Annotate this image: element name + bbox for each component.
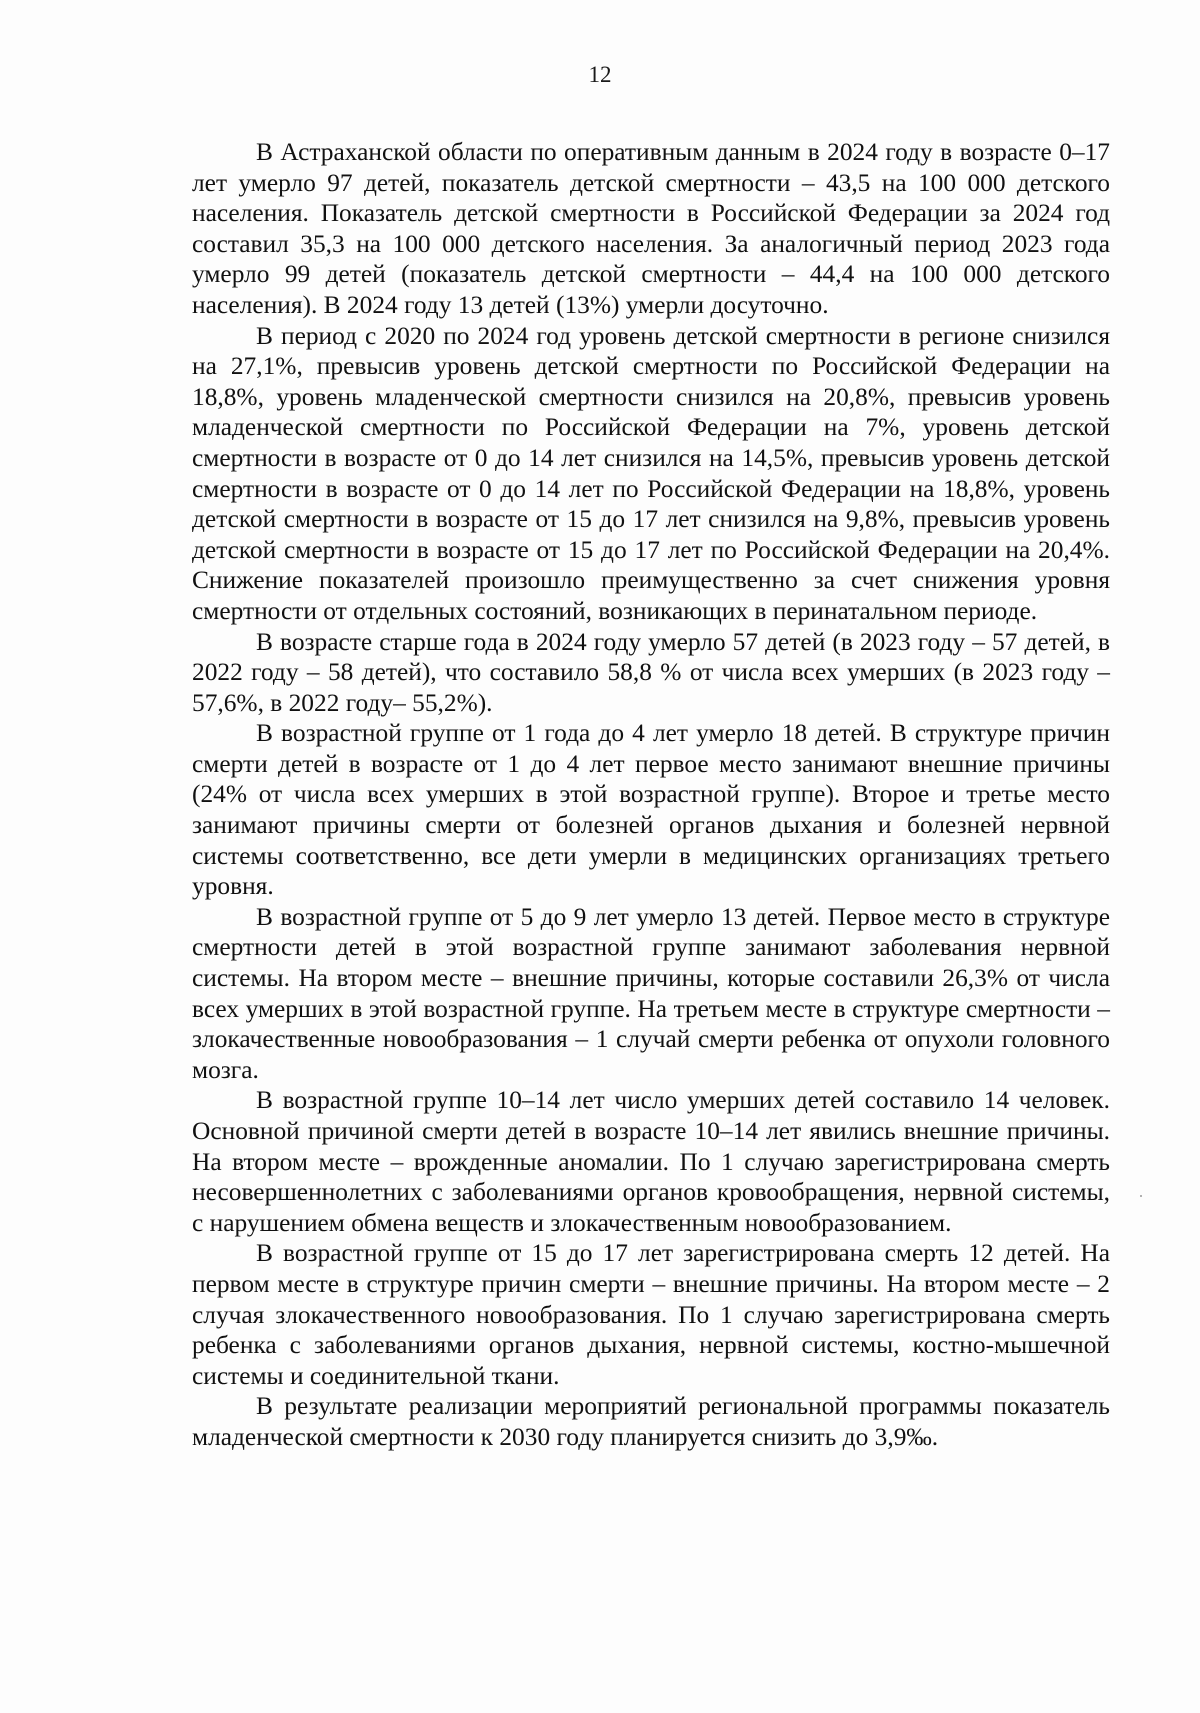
paragraph-age-10-14: В возрастной группе 10–14 лет число умерших детей составило 14 человек. Основной причиной смерти детей в возрасте 10–14 лет явились внешние причины. На втором месте – врожденные аномалии. По 1 случаю зарегистрирована смерть несовершеннолетних с заболеваниями органов кровообращения, нервной системы, с нарушением обмена веществ и злокачественным новообразованием.	[192, 1086, 1110, 1237]
scan-speck	[1140, 1195, 1142, 1197]
paragraph-age-5-9: В возрастной группе от 5 до 9 лет умерло 13 детей. Первое место в структуре смертности детей в этой возрастной группе занимают заболевания нервной системы. На втором месте – внешние причины, которые составили 26,3% от числа всех умерших в этой возрастной группе. На третьем месте в структуре смертности – злокачественные новообразования – 1 случай смерти ребенка от опухоли головного мозга.	[192, 902, 1110, 1084]
paragraph-age-1-4: В возрастной группе от 1 года до 4 лет умерло 18 детей. В структуре причин смерти детей в возрасте от 1 до 4 лет первое место занимают внешние причины (24% от числа всех умерших в этой возрастной группе). Второе и третье место занимают причины смерти от болезней органов дыхания и болезней нервной системы соответственно, все дети умерли в медицинских организациях третьего уровня.	[192, 719, 1110, 901]
paragraph-mortality-trend-2020-2024: В период с 2020 по 2024 год уровень детской смертности в регионе снизился на 27,1%, превысив уровень детской смертности по Российской Федерации на 18,8%, уровень младенческой смертности снизился на 20,8%, превысив уровень младенческой смертности по Российской Федерации на 7%, уровень детской смертности в возрасте от 0 до 14 лет снизился на 14,5%, превысив уровень детской смертности в возрасте от 0 до 14 лет по Российской Федерации на 18,8%, уровень детской смертности в возрасте от 15 до 17 лет снизился на 9,8%, превысив уровень детской смертности в возрасте от 15 до 17 лет по Российской Федерации на 20,4%. Снижение показателей произошло преимущественно за счет снижения уровня смертности от отдельных состояний, возникающих в перинатальном периоде.	[192, 321, 1110, 625]
page-number: 12	[588, 62, 612, 87]
paragraph-program-target-2030: В результате реализации мероприятий региональной программы показатель младенческой смертности к 2030 году планируется снизить до 3,9‰.	[192, 1392, 1110, 1451]
paragraph-age-15-17: В возрастной группе от 15 до 17 лет зарегистрирована смерть 12 детей. На первом месте в структуре причин смерти – внешние причины. На втором месте – 2 случая злокачественного новообразования. По 1 случаю зарегистрирована смерть ребенка с заболеваниями органов дыхания, нервной системы, костно-мышечной системы и соединительной ткани.	[192, 1239, 1110, 1390]
document-body	[192, 137, 1110, 1453]
paragraph-child-mortality-overview: В Астраханской области по оперативным данным в 2024 году в возрасте 0–17 лет умерло 97 детей, показатель детской смертности – 43,5 на 100 000 детского населения. Показатель детской смертности в Российской Федерации за 2024 год составил 35,3 на 100 000 детского населения. За аналогичный период 2023 года умерло 99 детей (показатель детской смертности – 44,4 на 100 000 детского населения). В 2024 году 13 детей (13%) умерли досуточно.	[192, 138, 1110, 319]
paragraph-older-than-one-year: В возрасте старше года в 2024 году умерло 57 детей (в 2023 году – 57 детей, в 2022 году – 58 детей), что составило 58,8 % от числа всех умерших (в 2023 году – 57,6%, в 2022 году– 55,2%).	[192, 627, 1110, 717]
